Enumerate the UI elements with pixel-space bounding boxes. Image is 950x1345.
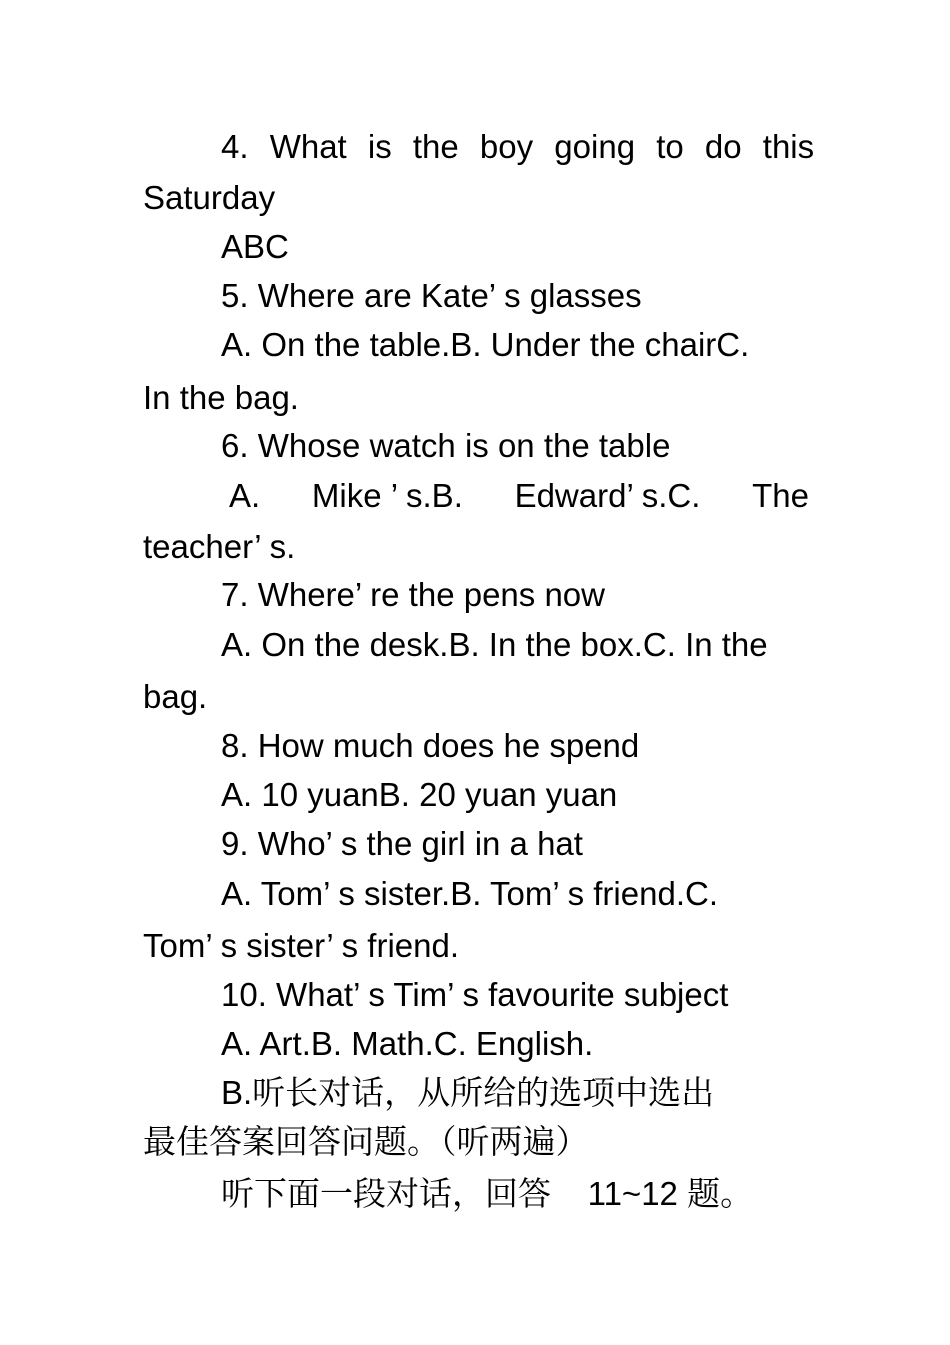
question-6-option-label: A.: [229, 477, 261, 514]
question-4-text: [221, 127, 815, 167]
question-8-text: 8. How much does he spend: [221, 727, 640, 764]
question-9-options-continuation: Tom’ s sister’ s friend.: [143, 927, 460, 964]
question-10-text: 10. What’ s Tim’ s favourite subject: [221, 976, 729, 1013]
question-5-options: A. On the table.B. Under the chairC.: [221, 326, 750, 363]
question-6-option-a: Mike ’ s.B.: [311, 477, 463, 514]
question-4-options: ABC: [221, 228, 289, 265]
section-b-instruction: 听下面一段对话，回答 11~12 题。: [221, 1175, 754, 1212]
question-6-options: [229, 476, 809, 516]
question-6-option-b: Edward’ s.C.: [514, 477, 701, 514]
question-6-text: 6. Whose watch is on the table: [221, 427, 671, 464]
question-7-text: 7. Where’ re the pens now: [221, 576, 605, 613]
section-b-heading-continuation: 最佳答案回答问题。（听两遍）: [143, 1123, 589, 1160]
question-10-options: A. Art.B. Math.C. English.: [221, 1025, 594, 1062]
question-7-options-continuation: bag.: [143, 678, 208, 715]
question-9-options: A. Tom’ s sister.B. Tom’ s friend.C.: [221, 875, 718, 912]
question-4-continuation: Saturday: [143, 179, 276, 216]
question-6-options-continuation: teacher’ s.: [143, 528, 296, 565]
question-6-option-c: The: [752, 477, 809, 514]
question-5-text: 5. Where are Kate’ s glasses: [221, 277, 642, 314]
section-b-heading: B.听长对话，从所给的选项中选出: [221, 1074, 715, 1111]
question-9-text: 9. Who’ s the girl in a hat: [221, 825, 583, 862]
question-8-options: A. 10 yuanB. 20 yuan yuan: [221, 776, 618, 813]
question-4-words: 4. What is the boy going to do this: [221, 128, 815, 165]
question-7-options: A. On the desk.B. In the box.C. In the: [221, 626, 768, 663]
question-5-options-continuation: In the bag.: [143, 379, 299, 416]
